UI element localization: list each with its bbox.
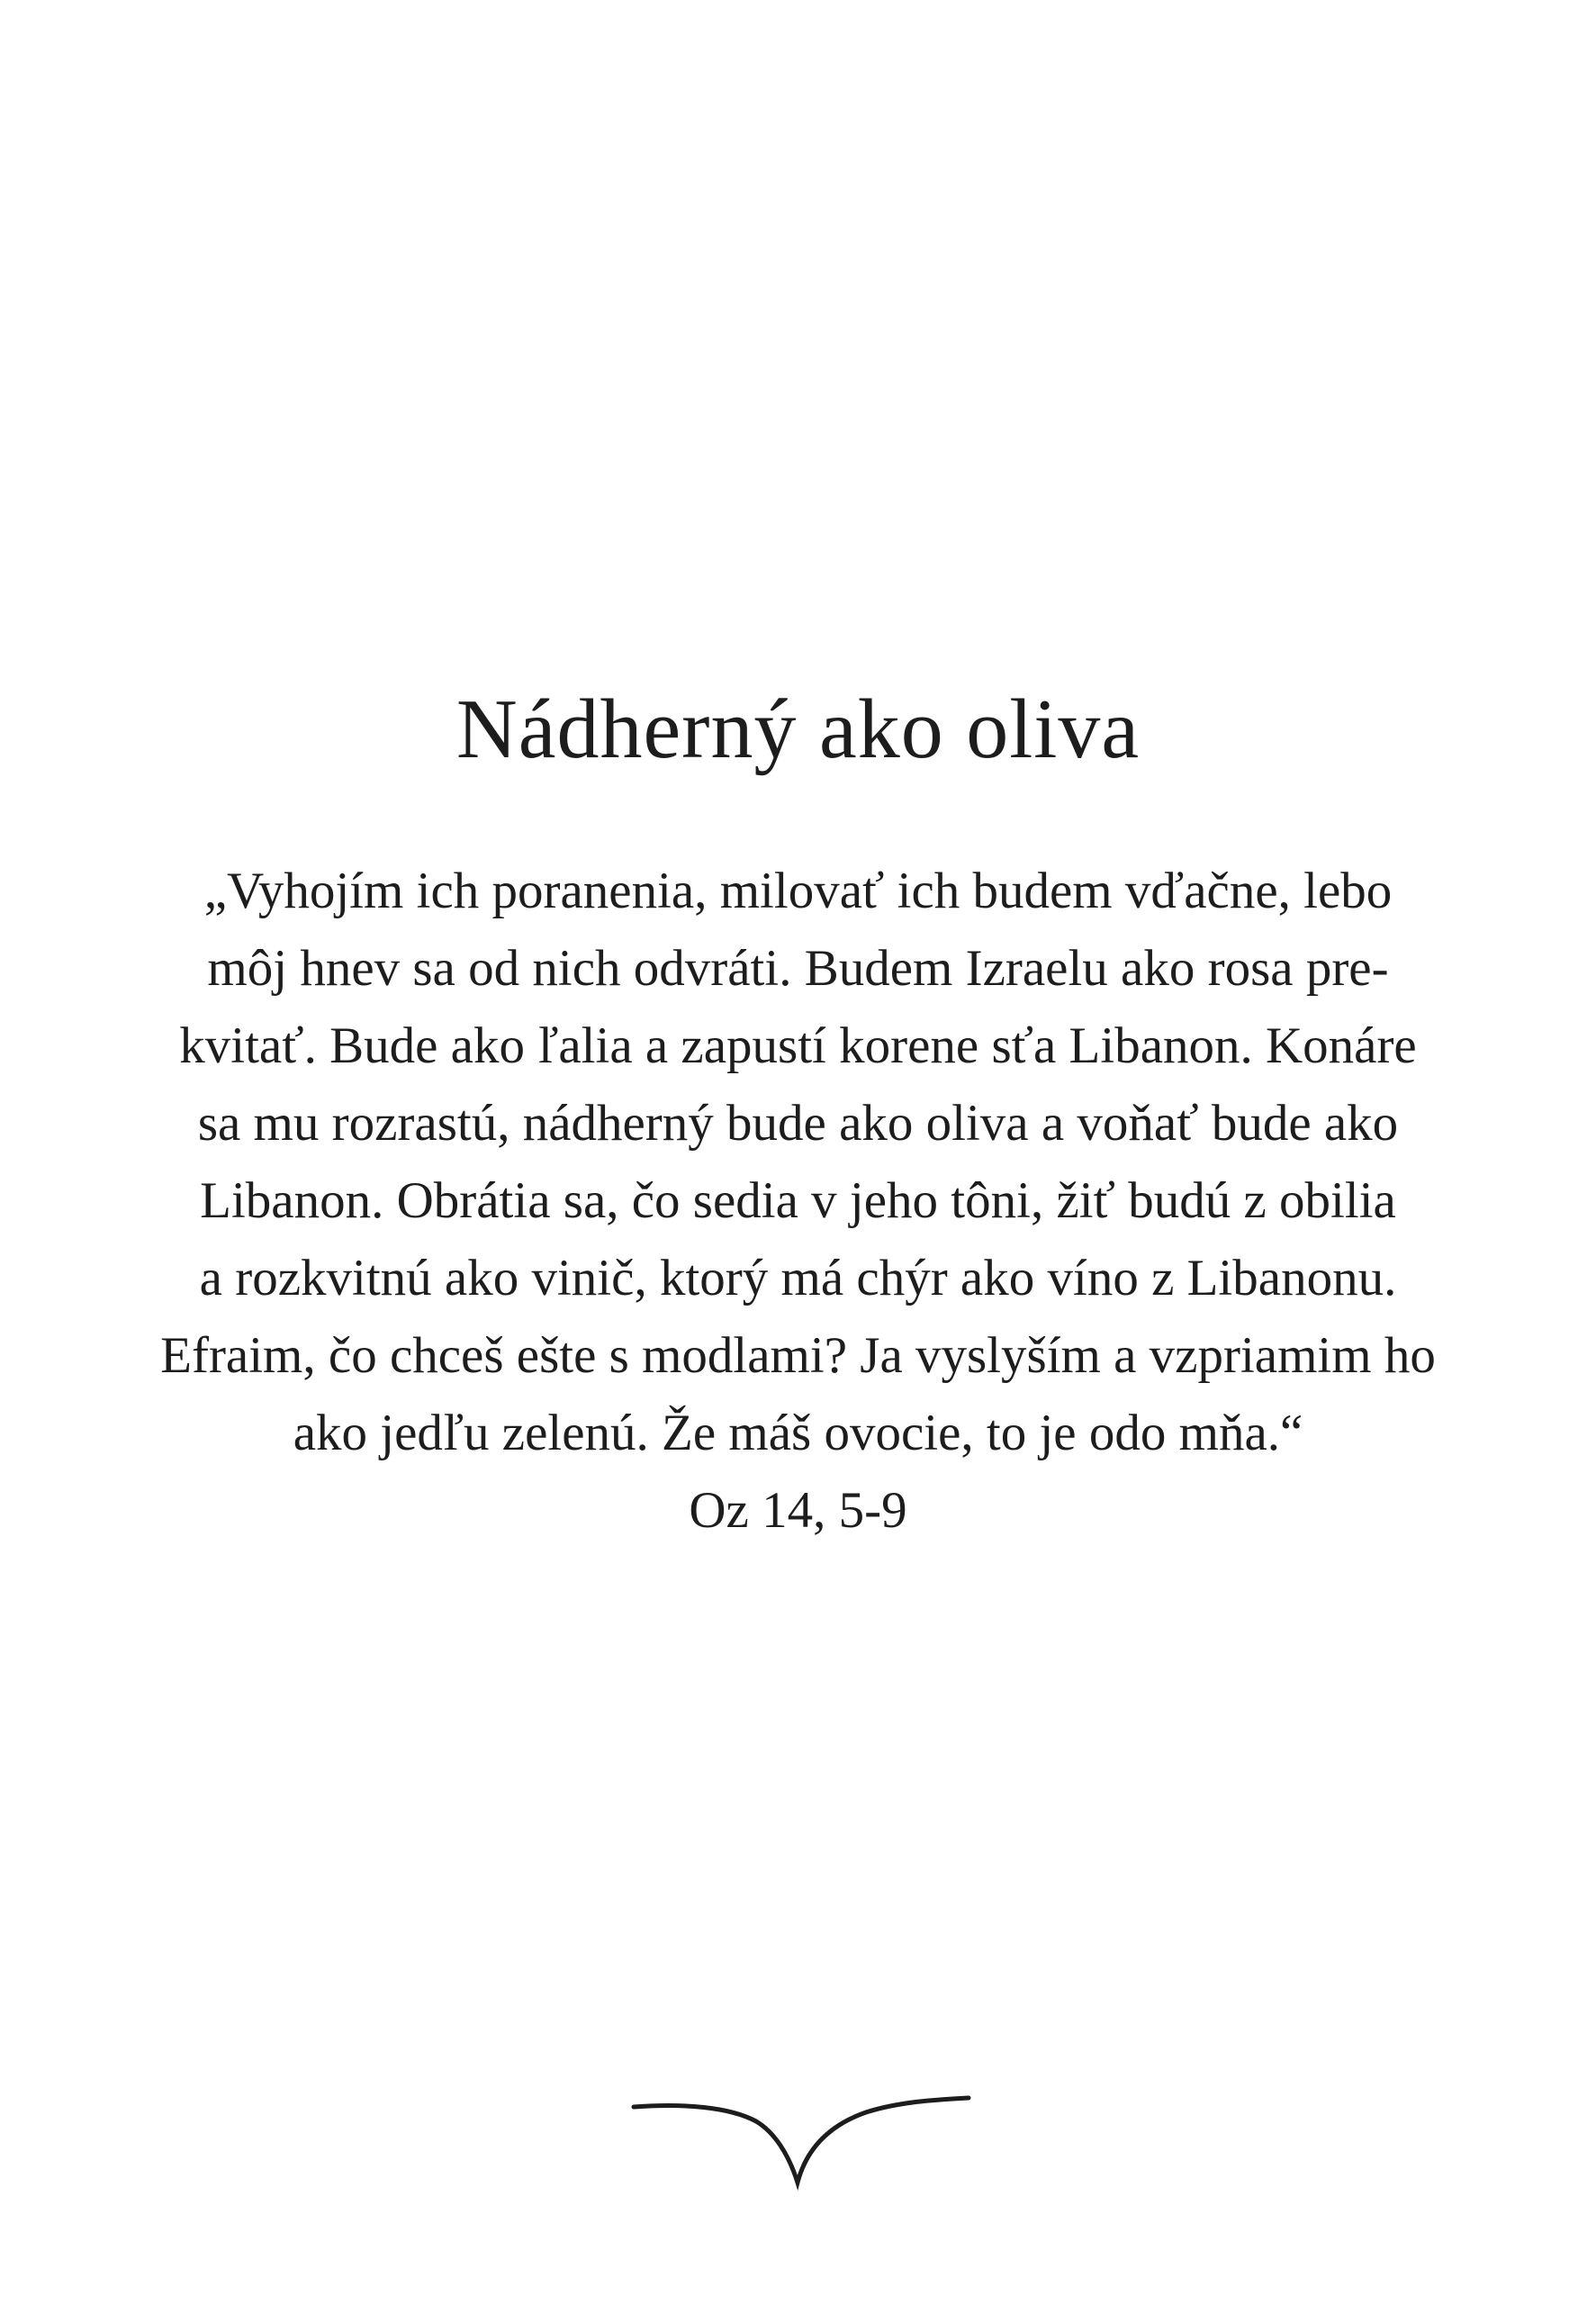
- quote-line: Efraim, čo chceš ešte s modlami? Ja vyslyším a vzpriamim ho: [160, 1327, 1436, 1384]
- scripture-quote: [81, 853, 1515, 1550]
- quote-line: ako jedľu zelenú. Že máš ovocie, to je odo mňa.“: [293, 1405, 1303, 1461]
- flourish-ornament-icon: [630, 2089, 972, 2197]
- quote-line: a rozkvitnú ako vinič, ktorý má chýr ako víno z Libanonu.: [199, 1250, 1397, 1306]
- page-title: Nádherný ako oliva: [455, 682, 1141, 776]
- quote-line: sa mu rozrastú, nádherný bude ako oliva a voňať bude ako: [197, 1095, 1399, 1152]
- scripture-reference: Oz 14, 5-9: [689, 1482, 907, 1539]
- quote-line: môj hnev sa od nich odvráti. Budem Izraelu ako rosa pre-: [207, 940, 1389, 997]
- quote-line: Libanon. Obrátia sa, čo sedia v jeho tôni, žiť budú z obilia: [200, 1172, 1396, 1229]
- quote-line: „Vyhojím ich poranenia, milovať ich budem vďačne, lebo: [203, 863, 1393, 919]
- quote-line: kvitať. Bude ako ľalia a zapustí korene sťa Libanon. Konáre: [179, 1017, 1417, 1074]
